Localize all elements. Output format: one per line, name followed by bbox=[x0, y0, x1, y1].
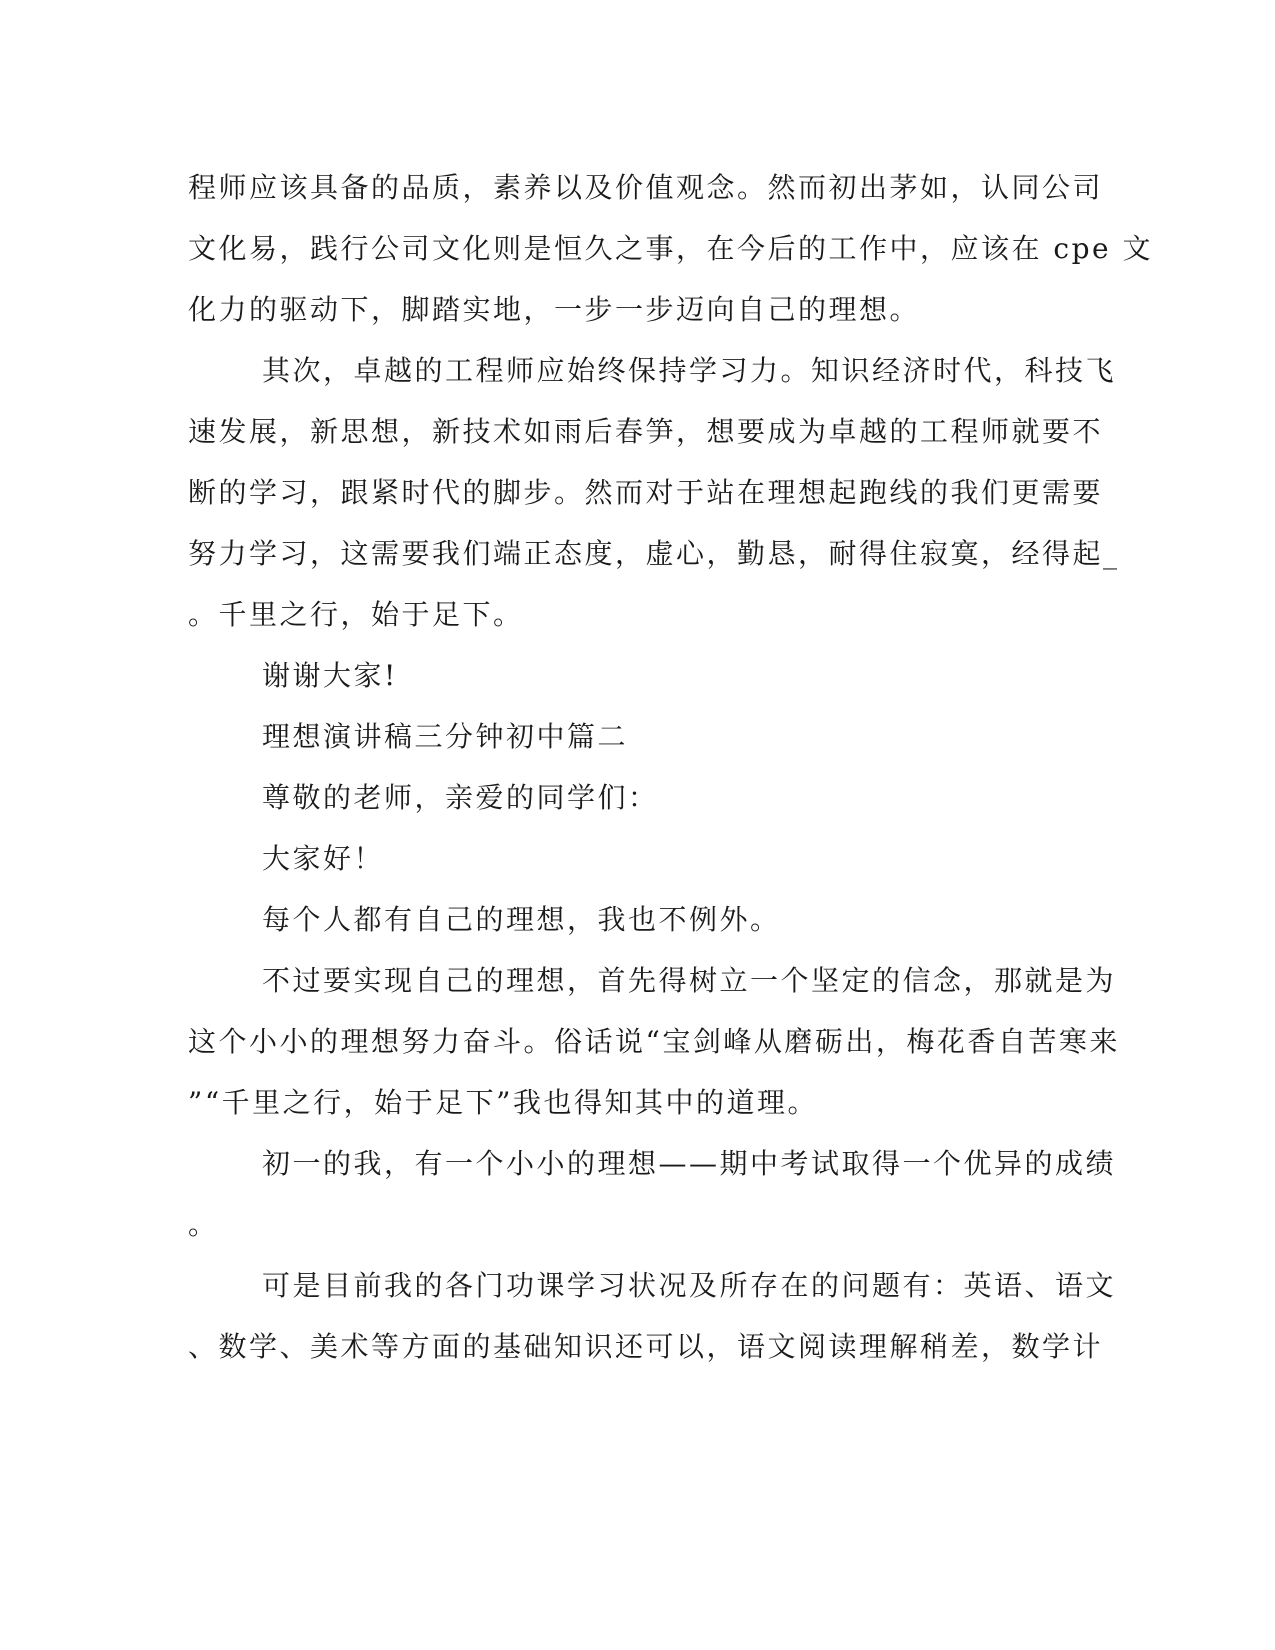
document-body bbox=[188, 157, 1153, 1377]
text-line: 。 bbox=[188, 1208, 219, 1241]
text-line: 每个人都有自己的理想，我也不例外。 bbox=[262, 903, 781, 936]
text-line: 、数学、美术等方面的基础知识还可以，语文阅读理解稍差，数学计 bbox=[188, 1330, 1104, 1363]
text-line: 理想演讲稿三分钟初中篇二 bbox=[262, 720, 629, 753]
text-line: 不过要实现自己的理想，首先得树立一个坚定的信念，那就是为 bbox=[262, 964, 1117, 997]
text-line: 。千里之行，始于足下。 bbox=[188, 598, 524, 631]
text-line: ”“千里之行，始于足下”我也得知其中的道理。 bbox=[188, 1086, 818, 1119]
text-line: 这个小小的理想努力奋斗。俗话说“宝剑峰从磨砺出，梅花香自苦寒来 bbox=[188, 1025, 1120, 1058]
text-line: 谢谢大家! bbox=[262, 659, 398, 692]
text-line: 尊敬的老师，亲爱的同学们： bbox=[262, 781, 659, 814]
text-line: 文化易，践行公司文化则是恒久之事，在今后的工作中，应该在 cpe 文 bbox=[188, 232, 1153, 265]
text-line: 程师应该具备的品质，素养以及价值观念。然而初出茅如，认同公司 bbox=[188, 171, 1104, 204]
text-line: 初一的我，有一个小小的理想——期中考试取得一个优异的成绩 bbox=[262, 1147, 1117, 1180]
text-line: 速发展，新思想，新技术如雨后春笋，想要成为卓越的工程师就要不 bbox=[188, 415, 1104, 448]
text-line: 努力学习，这需要我们端正态度，虚心，勤恳，耐得住寂寞，经得起_ bbox=[188, 537, 1120, 570]
text-line: 断的学习，跟紧时代的脚步。然而对于站在理想起跑线的我们更需要 bbox=[188, 476, 1104, 509]
text-line: 大家好！ bbox=[262, 842, 385, 875]
text-line: 其次，卓越的工程师应始终保持学习力。知识经济时代，科技飞 bbox=[262, 354, 1117, 387]
text-line: 可是目前我的各门功课学习状况及所存在的问题有：英语、语文 bbox=[262, 1269, 1117, 1302]
text-line: 化力的驱动下，脚踏实地，一步一步迈向自己的理想。 bbox=[188, 293, 921, 326]
